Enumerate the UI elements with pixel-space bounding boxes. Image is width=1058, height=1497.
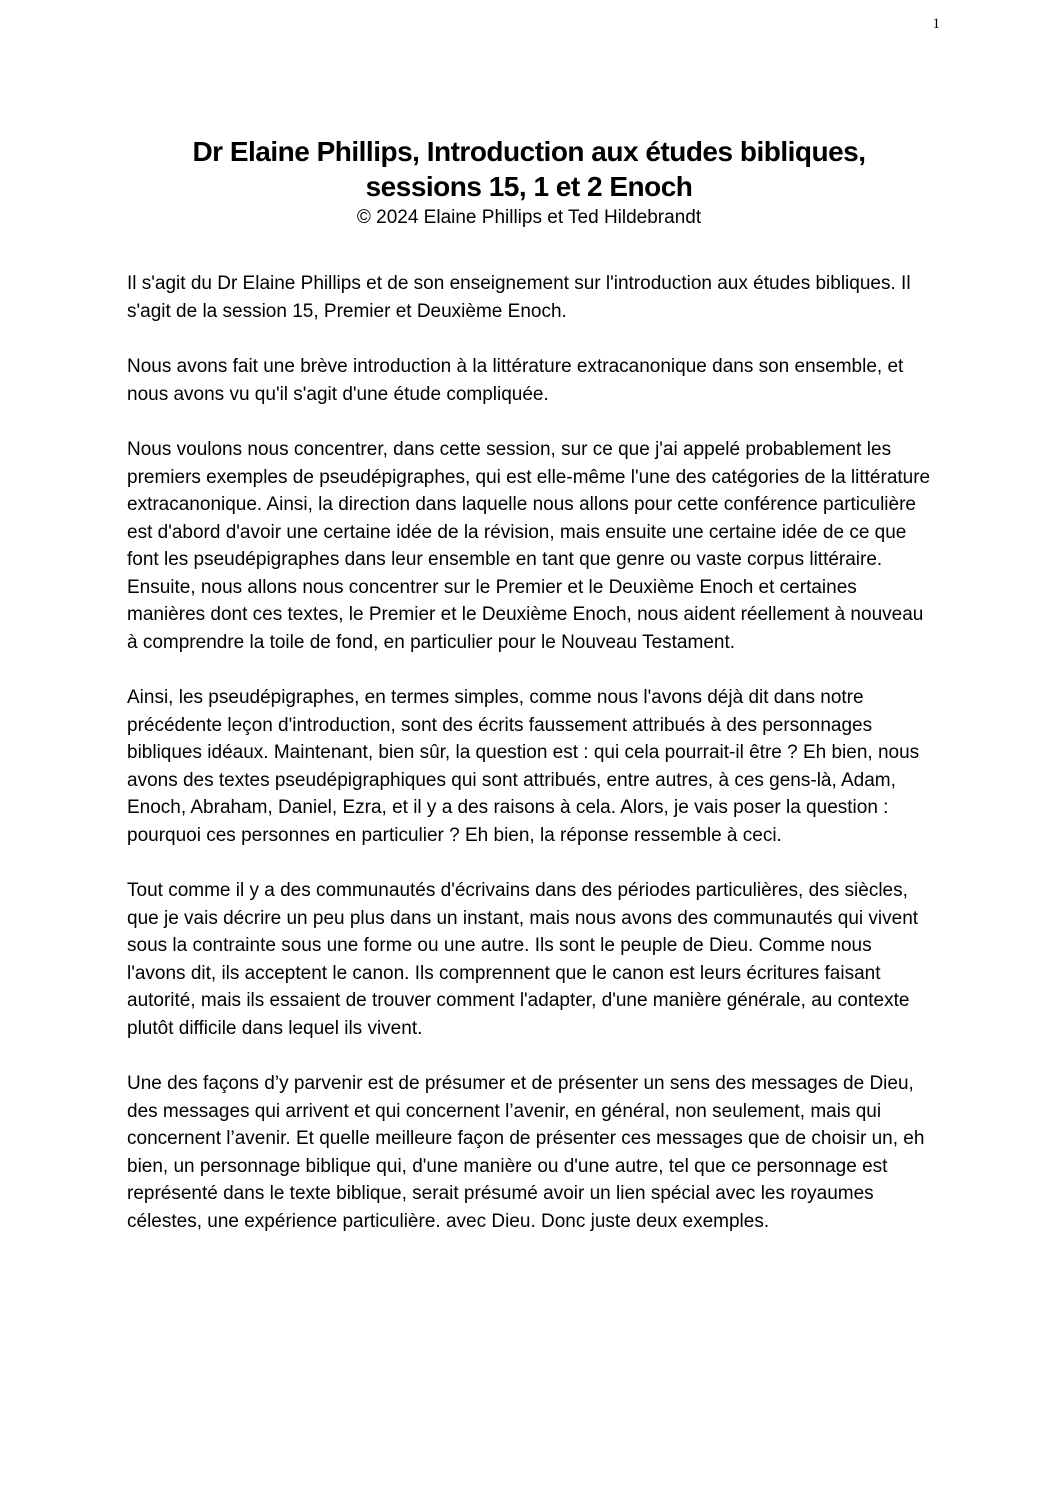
- copyright-line: © 2024 Elaine Phillips et Ted Hildebrandt: [356, 207, 702, 228]
- document-body: [127, 270, 933, 1263]
- page-number: 1: [932, 16, 940, 32]
- title-line-2: sessions 15, 1 et 2 Enoch: [365, 171, 693, 202]
- paragraph-3: Nous voulons nous concentrer, dans cette session, sur ce que j'ai appelé probablement les premiers exemples de pseudépigraphes, qui est elle-même l'une des catégories de la littérature extracanonique. Ainsi, la direction dans laquelle nous allons pour cette conférence particulière est d'abord d'avoir une certaine idée de la révision, mais ensuite une certaine idée de ce que font les pseudépigraphes dans leur ensemble en tant que genre ou vaste corpus littéraire. Ensuite, nous allons nous concentrer sur le Premier et le Deuxième Enoch et certaines manières dont ces textes, le Premier et le Deuxième Enoch, nous aident réellement à nouveau à comprendre la toile de fond, en particulier pour le Nouveau Testament.: [127, 439, 931, 653]
- paragraph-1: Il s'agit du Dr Elaine Phillips et de son enseignement sur l'introduction aux études bibliques. Il s'agit de la session 15, Premier et Deuxième Enoch.: [127, 273, 911, 322]
- paragraph-4: Ainsi, les pseudépigraphes, en termes simples, comme nous l'avons déjà dit dans notre précédente leçon d'introduction, sont des écrits faussement attribués à des personnages bibliques idéaux. Maintenant, bien sûr, la question est : qui cela pourrait-il être ? Eh bien, nous avons des textes pseudépigraphiques qui sont attribués, entre autres, à ces gens-là, Adam, Enoch, Abraham, Daniel, Ezra, et il y a des raisons à cela. Alors, je vais poser la question : pourquoi ces personnes en particulier ? Eh bien, la réponse ressemble à ceci.: [127, 687, 920, 846]
- document-title: [127, 134, 931, 204]
- title-line-1: Dr Elaine Phillips, Introduction aux études bibliques,: [192, 136, 866, 167]
- title-block: [127, 134, 931, 230]
- paragraph-2: Nous avons fait une brève introduction à la littérature extracanonique dans son ensemble, et nous avons vu qu'il s'agit d'une étude compliquée.: [127, 356, 904, 405]
- paragraph-5: Tout comme il y a des communautés d'écrivains dans des périodes particulières, des siècles, que je vais décrire un peu plus dans un instant, mais nous avons des communautés qui vivent sous la contrainte sous une forme ou une autre. Ils sont le peuple de Dieu. Comme nous l'avons dit, ils acceptent le canon. Ils comprennent que le canon est leurs écritures faisant autorité, mais ils essaient de trouver comment l'adapter, d'une manière générale, au contexte plutôt difficile dans lequel ils vivent.: [127, 880, 919, 1039]
- paragraph-6: Une des façons d’y parvenir est de présumer et de présenter un sens des messages de Dieu, des messages qui arrivent et qui concernent l’avenir, en général, non seulement, mais qui concernent l’avenir. Et quelle meilleure façon de présenter ces messages que de choisir un, eh bien, un personnage biblique qui, d'une manière ou d'une autre, tel que ce personnage est représenté dans le texte biblique, serait présumé avoir un lien spécial avec les royaumes célestes, une expérience particulière. avec Dieu. Donc juste deux exemples.: [127, 1073, 925, 1232]
